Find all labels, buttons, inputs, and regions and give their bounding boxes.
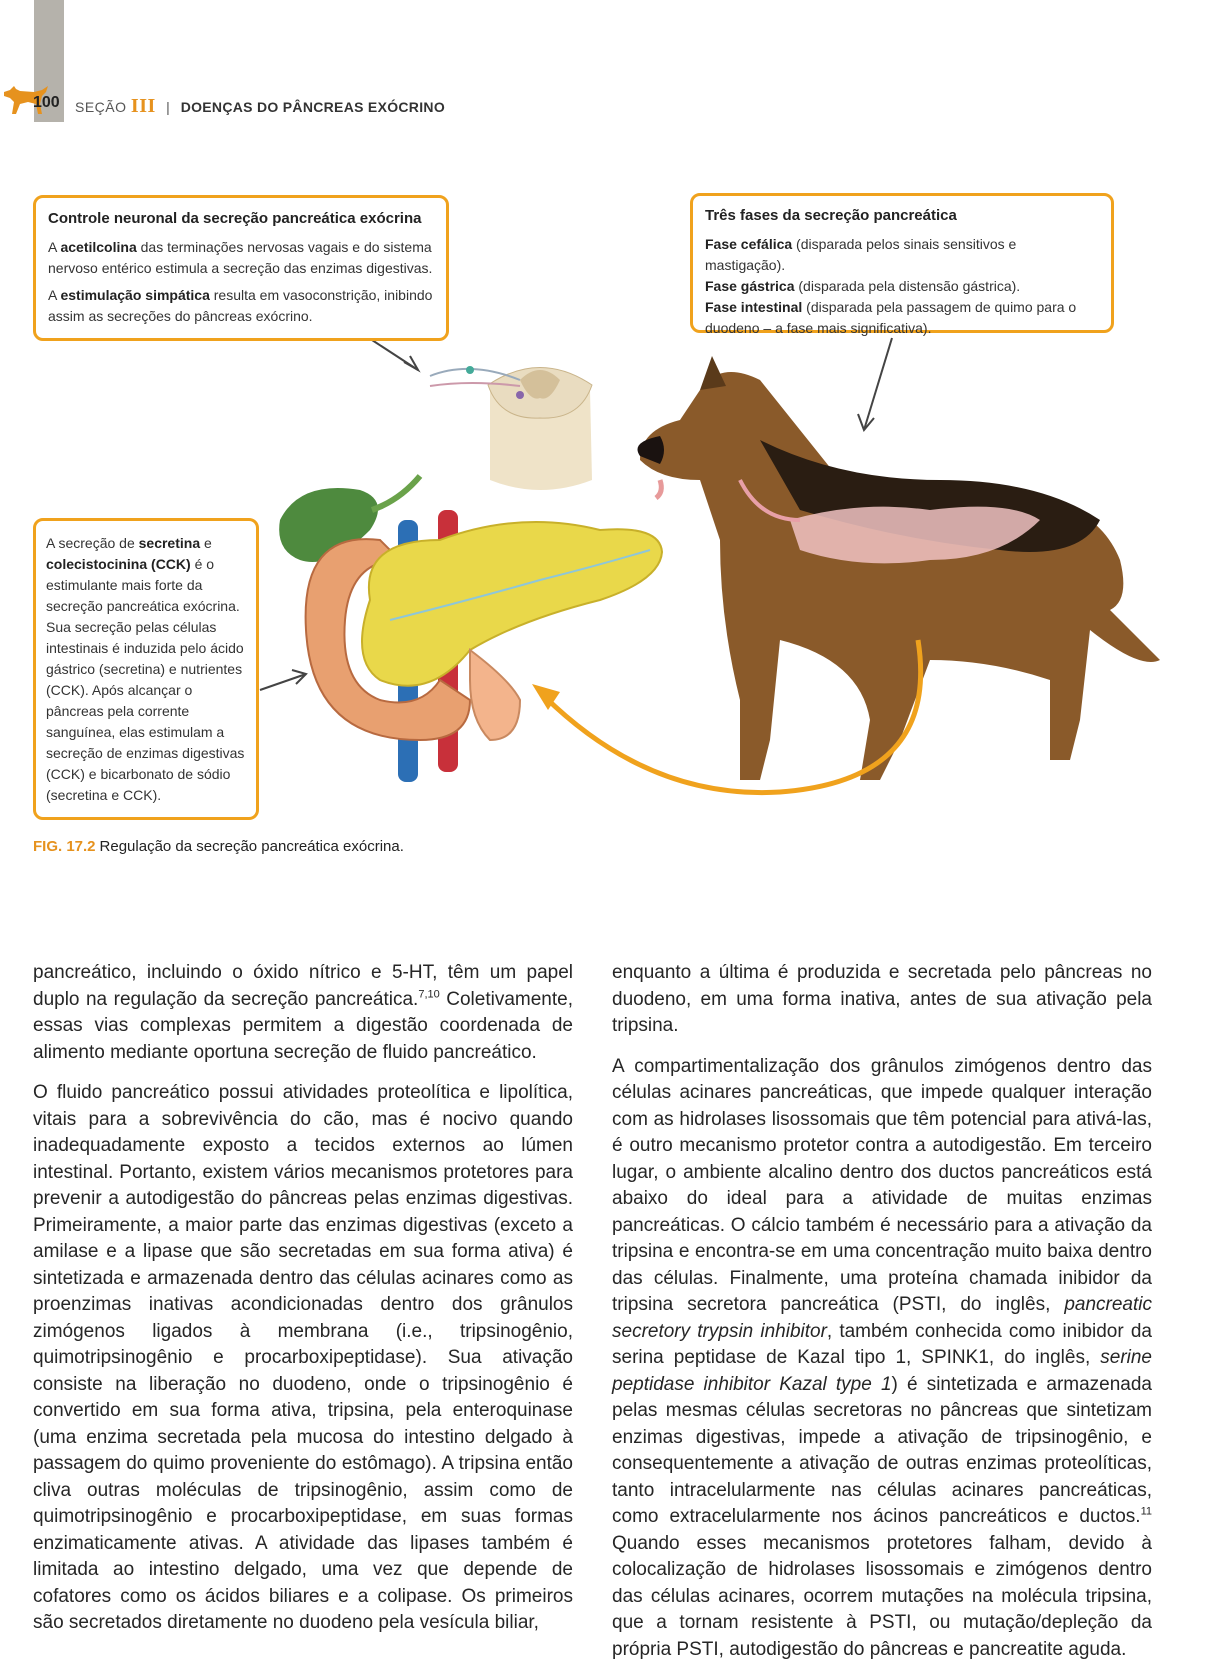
callout-neural-p2: A estimulação simpática resulta em vasoconstrição, inibindo assim as secreções do pâncreas exócrino.: [48, 287, 433, 324]
section-label: SEÇÃO: [75, 99, 127, 115]
callout-neural-title: Controle neuronal da secreção pancreática exócrina: [48, 210, 422, 227]
arrow-phases: [864, 338, 892, 430]
right-paragraph-2: A compartimentalização dos grânulos zimógenos dentro das células acinares pancreáticas, que impede qualquer interação com as hidrolases lisossomais que têm potencial para ativá-las, é outro mecanismo protetor contra a autodigestão. Em terceiro lugar, o ambiente alcalino dentro dos ductos pancreáticos está abaixo do ideal para a atividade de muitas enzimas pancreáticas. O cálcio também é necessário para a ativação da tripsina e encontra-se em uma concentração muito baixa dentro das células. Finalmente, uma proteína chamada inibidor da tripsina secretora pancreática (PSTI, do inglês, pancreatic secretory trypsin inhibitor, também conhecida como inibidor da serina peptidase de Kazal tipo 1, SPINK1, do inglês, serine peptidase inhibitor Kazal type 1) é sintetizada e armazenada pelas mesmas células secretoras no pâncreas que sintetizam enzimas digestivas, impede a ativação de tripsinogênio, e consequentemente a ativação de outras enzimas proteolíticas, tanto intracelularmente nas células acinares pancreáticas, como extracelularmente nos ácinos pancreáticos e ductos.$^{11}$ Quando esses mecanismos protetores falham, devido à colocalização de hidrolases lisossomais e zimógenos dentro das células acinares, ocorrem mutações na molécula tripsina, que a tornam resistente à PSTI, ou mutação/depleção da própria PSTI, autodigestão do pâncreas e pancreatite aguda.: [612, 1055, 1152, 1660]
spinal-cord-illustration: [430, 366, 592, 490]
dog-illustration: [638, 356, 1161, 780]
callout-neural-control: [33, 195, 449, 341]
callout-secretin-cck: A secreção de secretina e colecistocinina (CCK) é o estimulante mais forte da secreção pancreática exócrina. Sua secreção pelas células intestinais é induzida pelo ácido gástrico (secretina) e nutrientes (CCK). Após alcançar o pâncreas pela corrente sanguínea, elas estimulam a secreção de enzimas digestivas (CCK) e bicarbonato de sódio (secretina e CCK).: [33, 518, 259, 820]
section-title: DOENÇAS DO PÂNCREAS EXÓCRINO: [180, 99, 446, 115]
body-column-left: [33, 960, 573, 1651]
caption-text: Regulação da secreção pancreática exócrina.: [99, 838, 404, 855]
callout-phase-2: Fase gástrica (disparada pela distensão gástrica).: [705, 278, 1021, 294]
callout-phase-3: Fase intestinal (disparada pela passagem de quimo para o duodeno – a fase mais significativa).: [705, 299, 1077, 336]
body-column-right: [612, 960, 1152, 1677]
page-number: 100: [33, 94, 60, 111]
left-paragraph-2: O fluido pancreático possui atividades proteolítica e lipolítica, vitais para a sobrevivência do cão, mas é nocivo quando inadequadamente exposto a tecidos externos ao lúmen intestinal. Portanto, existem vários mecanismos protetores para prevenir a autodigestão do pâncreas pelas enzimas digestivas. Primeiramente, a maior parte das enzimas digestivas (exceto a amilase e a lipase que são secretadas em sua forma ativa) é sintetizada e armazenada dentro das células acinares como as proenzimas inativas acondicionadas dentro dos grânulos zimógenos ligados à membrana (i.e., tripsinogênio, quimotripsinogênio e procarboxipeptidase). Sua ativação consiste na liberação no duodeno, onde o tripsinogênio é convertido em sua forma ativa, tripsina, pela enteroquinase (uma enzima secretada pela mucosa do intestino delgado à passagem do quimo proveniente do estômago). A tripsina então cliva outras moléculas de tripsinogênio, assim como de quimotripsinogênio e procarboxipeptidase, em suas formas enzimaticamente ativas. A atividade das lipases também é limitada ao intestino delgado, uma vez que depende de cofatores como os ácidos biliares e a colipase. Os primeiros são secretados diretamente no duodeno pela vesícula biliar,: [33, 1082, 573, 1633]
header-separator: |: [166, 99, 171, 115]
left-paragraph-1: pancreático, incluindo o óxido nítrico e 5-HT, têm um papel duplo na regulação da secreção pancreática.$^{7,10}$ Coletivamente, essas vias complexas permitem a digestão coordenada de alimento mediante oportuna secreção de fluido pancreático.: [33, 962, 573, 1063]
pancreas-illustration: [362, 522, 662, 686]
callout-neural-p1: A acetilcolina das terminações nervosas vagais e do sistema nervoso entérico estimula a secreção das enzimas digestivas.: [48, 239, 433, 276]
section-roman: III: [130, 95, 156, 117]
figure-caption: [33, 838, 404, 855]
running-header: [75, 95, 445, 118]
caption-label: FIG. 17.2: [33, 838, 96, 855]
right-paragraph-1: enquanto a última é produzida e secretada pelo pâncreas no duodeno, em uma forma inativa, antes de sua ativação pela tripsina.: [612, 962, 1152, 1036]
callout-three-phases: [690, 193, 1114, 336]
callout-phases-title: Três fases da secreção pancreática: [705, 207, 957, 224]
callout-phase-1: Fase cefálica (disparada pelos sinais sensitivos e mastigação).: [705, 236, 1017, 273]
